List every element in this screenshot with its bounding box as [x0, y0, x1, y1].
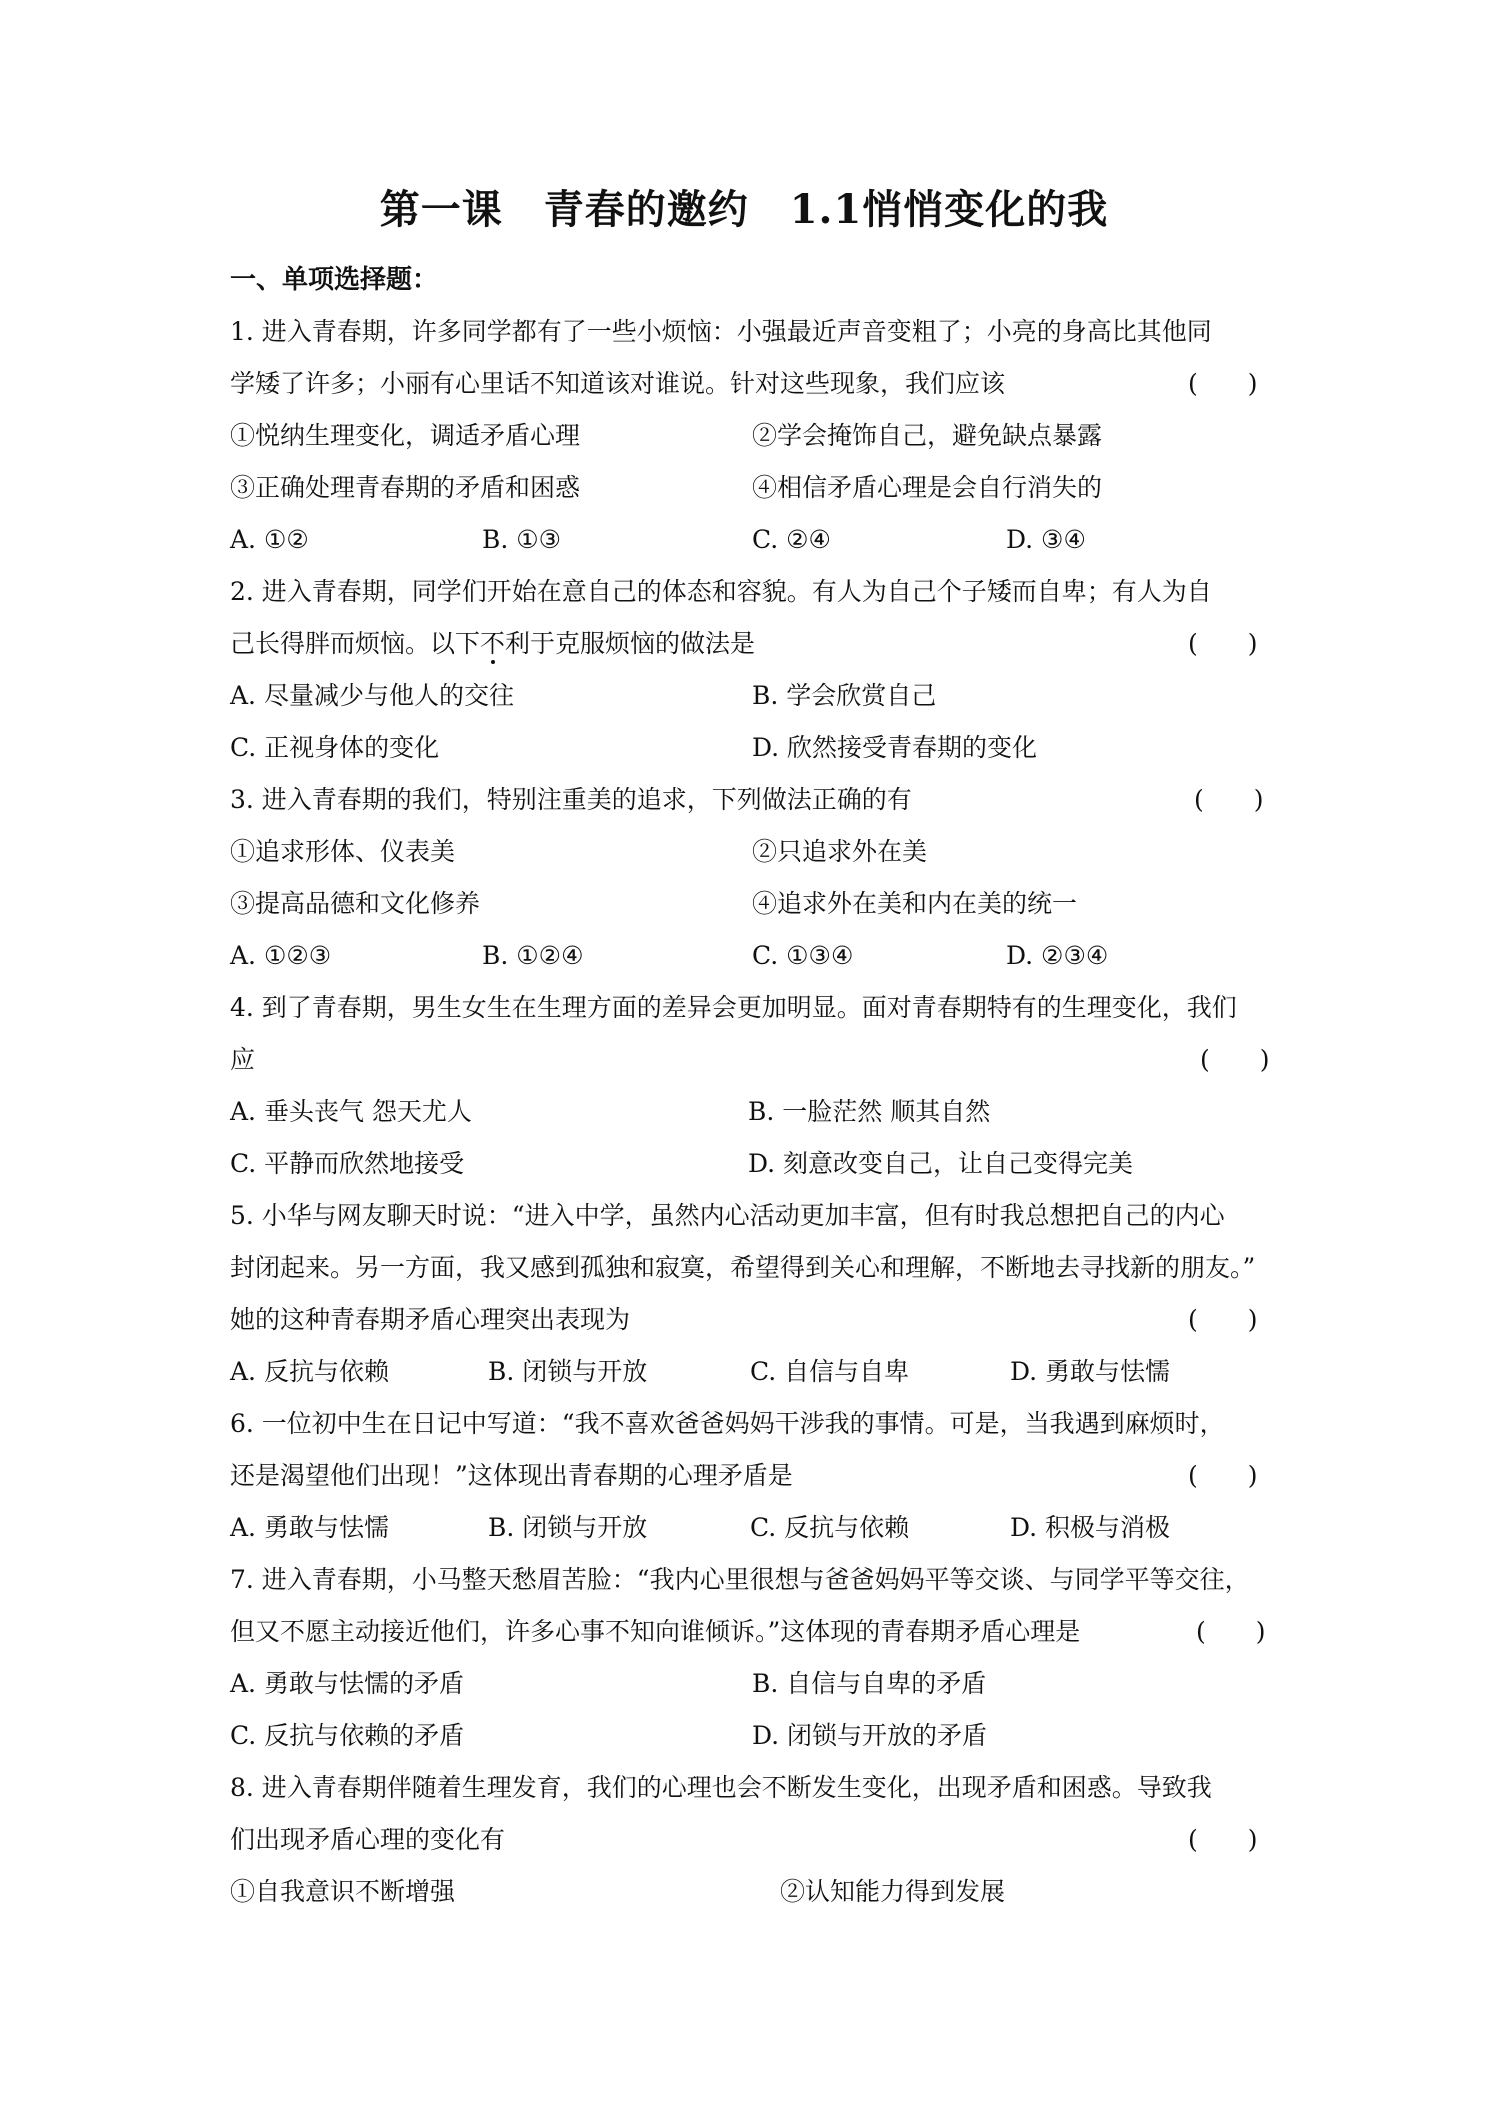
- q5-option-b: B. 闭锁与开放: [488, 1357, 648, 1386]
- q1-statement-2: ②学会掩饰自己，避免缺点暴露: [752, 421, 1103, 450]
- q1-option-d: D. ③④: [1006, 525, 1086, 554]
- q6-option-a: A. 勇敢与怯懦: [230, 1513, 389, 1542]
- q3-statement-1: ①追求形体、仪表美: [230, 837, 456, 866]
- q4-option-a: A. 垂头丧气 怨天尤人: [230, 1097, 472, 1126]
- q2-answer-blank: ( ): [1188, 629, 1258, 658]
- q1-stem-line2: 学矮了许多；小丽有心里话不知道该对谁说。针对这些现象，我们应该: [230, 369, 1006, 398]
- q5-option-c: C. 自信与自卑: [750, 1357, 910, 1386]
- q4-option-b: B. 一脸茫然 顺其自然: [748, 1097, 991, 1126]
- q3-statement-3: ③提高品德和文化修养: [230, 889, 481, 918]
- q7-option-c: C. 反抗与依赖的矛盾: [230, 1721, 465, 1750]
- q8-statement-1: ①自我意识不断增强: [230, 1877, 456, 1906]
- q1-option-a: A. ①②: [230, 525, 309, 554]
- q4-option-d: D. 刻意改变自己，让自己变得完美: [748, 1149, 1134, 1178]
- q3-option-b: B. ①②④: [482, 941, 584, 970]
- q6-option-b: B. 闭锁与开放: [488, 1513, 648, 1542]
- q4-stem-line2: 应: [230, 1045, 256, 1074]
- q7-option-a: A. 勇敢与怯懦的矛盾: [230, 1669, 464, 1698]
- q3-option-c: C. ①③④: [752, 941, 854, 970]
- q1-option-b: B. ①③: [482, 525, 562, 554]
- section-heading: 一、单项选择题：: [230, 265, 439, 295]
- q7-option-d: D. 闭锁与开放的矛盾: [752, 1721, 988, 1750]
- q2-stem-part3: 利于克服烦恼的做法是: [505, 629, 756, 658]
- q4-answer-blank: ( ): [1200, 1045, 1270, 1074]
- q1-stem-line1: 1. 进入青春期，许多同学都有了一些小烦恼：小强最近声音变粗了；小亮的身高比其他同: [230, 317, 1212, 346]
- q2-emphasis-char: 不: [480, 629, 506, 658]
- q1-statement-1: ①悦纳生理变化，调适矛盾心理: [230, 421, 581, 450]
- q1-statement-3: ③正确处理青春期的矛盾和困惑: [230, 473, 581, 502]
- q3-statement-4: ④追求外在美和内在美的统一: [752, 889, 1078, 918]
- q6-option-d: D. 积极与消极: [1010, 1513, 1171, 1542]
- page-title: 第一课 青春的邀约 1.1悄悄变化的我: [379, 186, 1109, 233]
- q5-option-d: D. 勇敢与怯懦: [1010, 1357, 1171, 1386]
- q2-stem-line1: 2. 进入青春期，同学们开始在意自己的体态和容貌。有人为自己个子矮而自卑；有人为自: [230, 577, 1212, 606]
- q6-option-c: C. 反抗与依赖: [750, 1513, 910, 1542]
- q5-stem-line1: 5. 小华与网友聊天时说：“进入中学，虽然内心活动更加丰富，但有时我总想把自己的内心: [230, 1201, 1225, 1230]
- q3-option-d: D. ②③④: [1006, 941, 1109, 970]
- q1-statement-4: ④相信矛盾心理是会自行消失的: [752, 473, 1103, 502]
- q8-stem-line1: 8. 进入青春期伴随着生理发育，我们的心理也会不断发生变化，出现矛盾和困惑。导致我: [230, 1773, 1212, 1802]
- q2-option-d: D. 欣然接受青春期的变化: [752, 733, 1038, 762]
- q1-answer-blank: ( ): [1188, 369, 1258, 398]
- q8-stem-line2: 们出现矛盾心理的变化有: [230, 1825, 506, 1854]
- q5-answer-blank: ( ): [1188, 1305, 1258, 1334]
- q7-answer-blank: ( ): [1196, 1617, 1266, 1646]
- q7-stem-line1: 7. 进入青春期，小马整天愁眉苦脸：“我内心里很想与爸爸妈妈平等交谈、与同学平等交往，: [230, 1565, 1250, 1594]
- q2-option-a: A. 尽量减少与他人的交往: [230, 681, 514, 710]
- q3-answer-blank: ( ): [1194, 785, 1264, 814]
- q4-option-c: C. 平静而欣然地接受: [230, 1149, 465, 1178]
- q6-answer-blank: ( ): [1188, 1461, 1258, 1490]
- q8-statement-2: ②认知能力得到发展: [780, 1877, 1006, 1906]
- q2-stem-part1: 己长得胖而烦恼。以下: [230, 629, 481, 658]
- q2-stem-line2: [230, 626, 755, 662]
- q6-stem-line1: 6. 一位初中生在日记中写道：“我不喜欢爸爸妈妈干涉我的事情。可是，当我遇到麻烦时，: [230, 1409, 1225, 1438]
- q6-stem-line2: 还是渴望他们出现！”这体现出青春期的心理矛盾是: [230, 1461, 793, 1490]
- q2-option-c: C. 正视身体的变化: [230, 733, 440, 762]
- q7-option-b: B. 自信与自卑的矛盾: [752, 1669, 987, 1698]
- q2-option-b: B. 学会欣赏自己: [752, 681, 937, 710]
- q1-option-c: C. ②④: [752, 525, 831, 554]
- q4-stem-line1: 4. 到了青春期，男生女生在生理方面的差异会更加明显。面对青春期特有的生理变化，我们: [230, 993, 1237, 1022]
- q3-statement-2: ②只追求外在美: [752, 837, 928, 866]
- q8-answer-blank: ( ): [1188, 1825, 1258, 1854]
- q5-stem-line2: 封闭起来。另一方面，我又感到孤独和寂寞，希望得到关心和理解，不断地去寻找新的朋友。”: [230, 1253, 1256, 1282]
- q7-stem-line2: 但又不愿主动接近他们，许多心事不知向谁倾诉。”这体现的青春期矛盾心理是: [230, 1617, 1081, 1646]
- q3-stem-line1: 3. 进入青春期的我们，特别注重美的追求，下列做法正确的有: [230, 785, 912, 814]
- q5-option-a: A. 反抗与依赖: [230, 1357, 389, 1386]
- q3-option-a: A. ①②③: [230, 941, 332, 970]
- q5-stem-line3: 她的这种青春期矛盾心理突出表现为: [230, 1305, 631, 1334]
